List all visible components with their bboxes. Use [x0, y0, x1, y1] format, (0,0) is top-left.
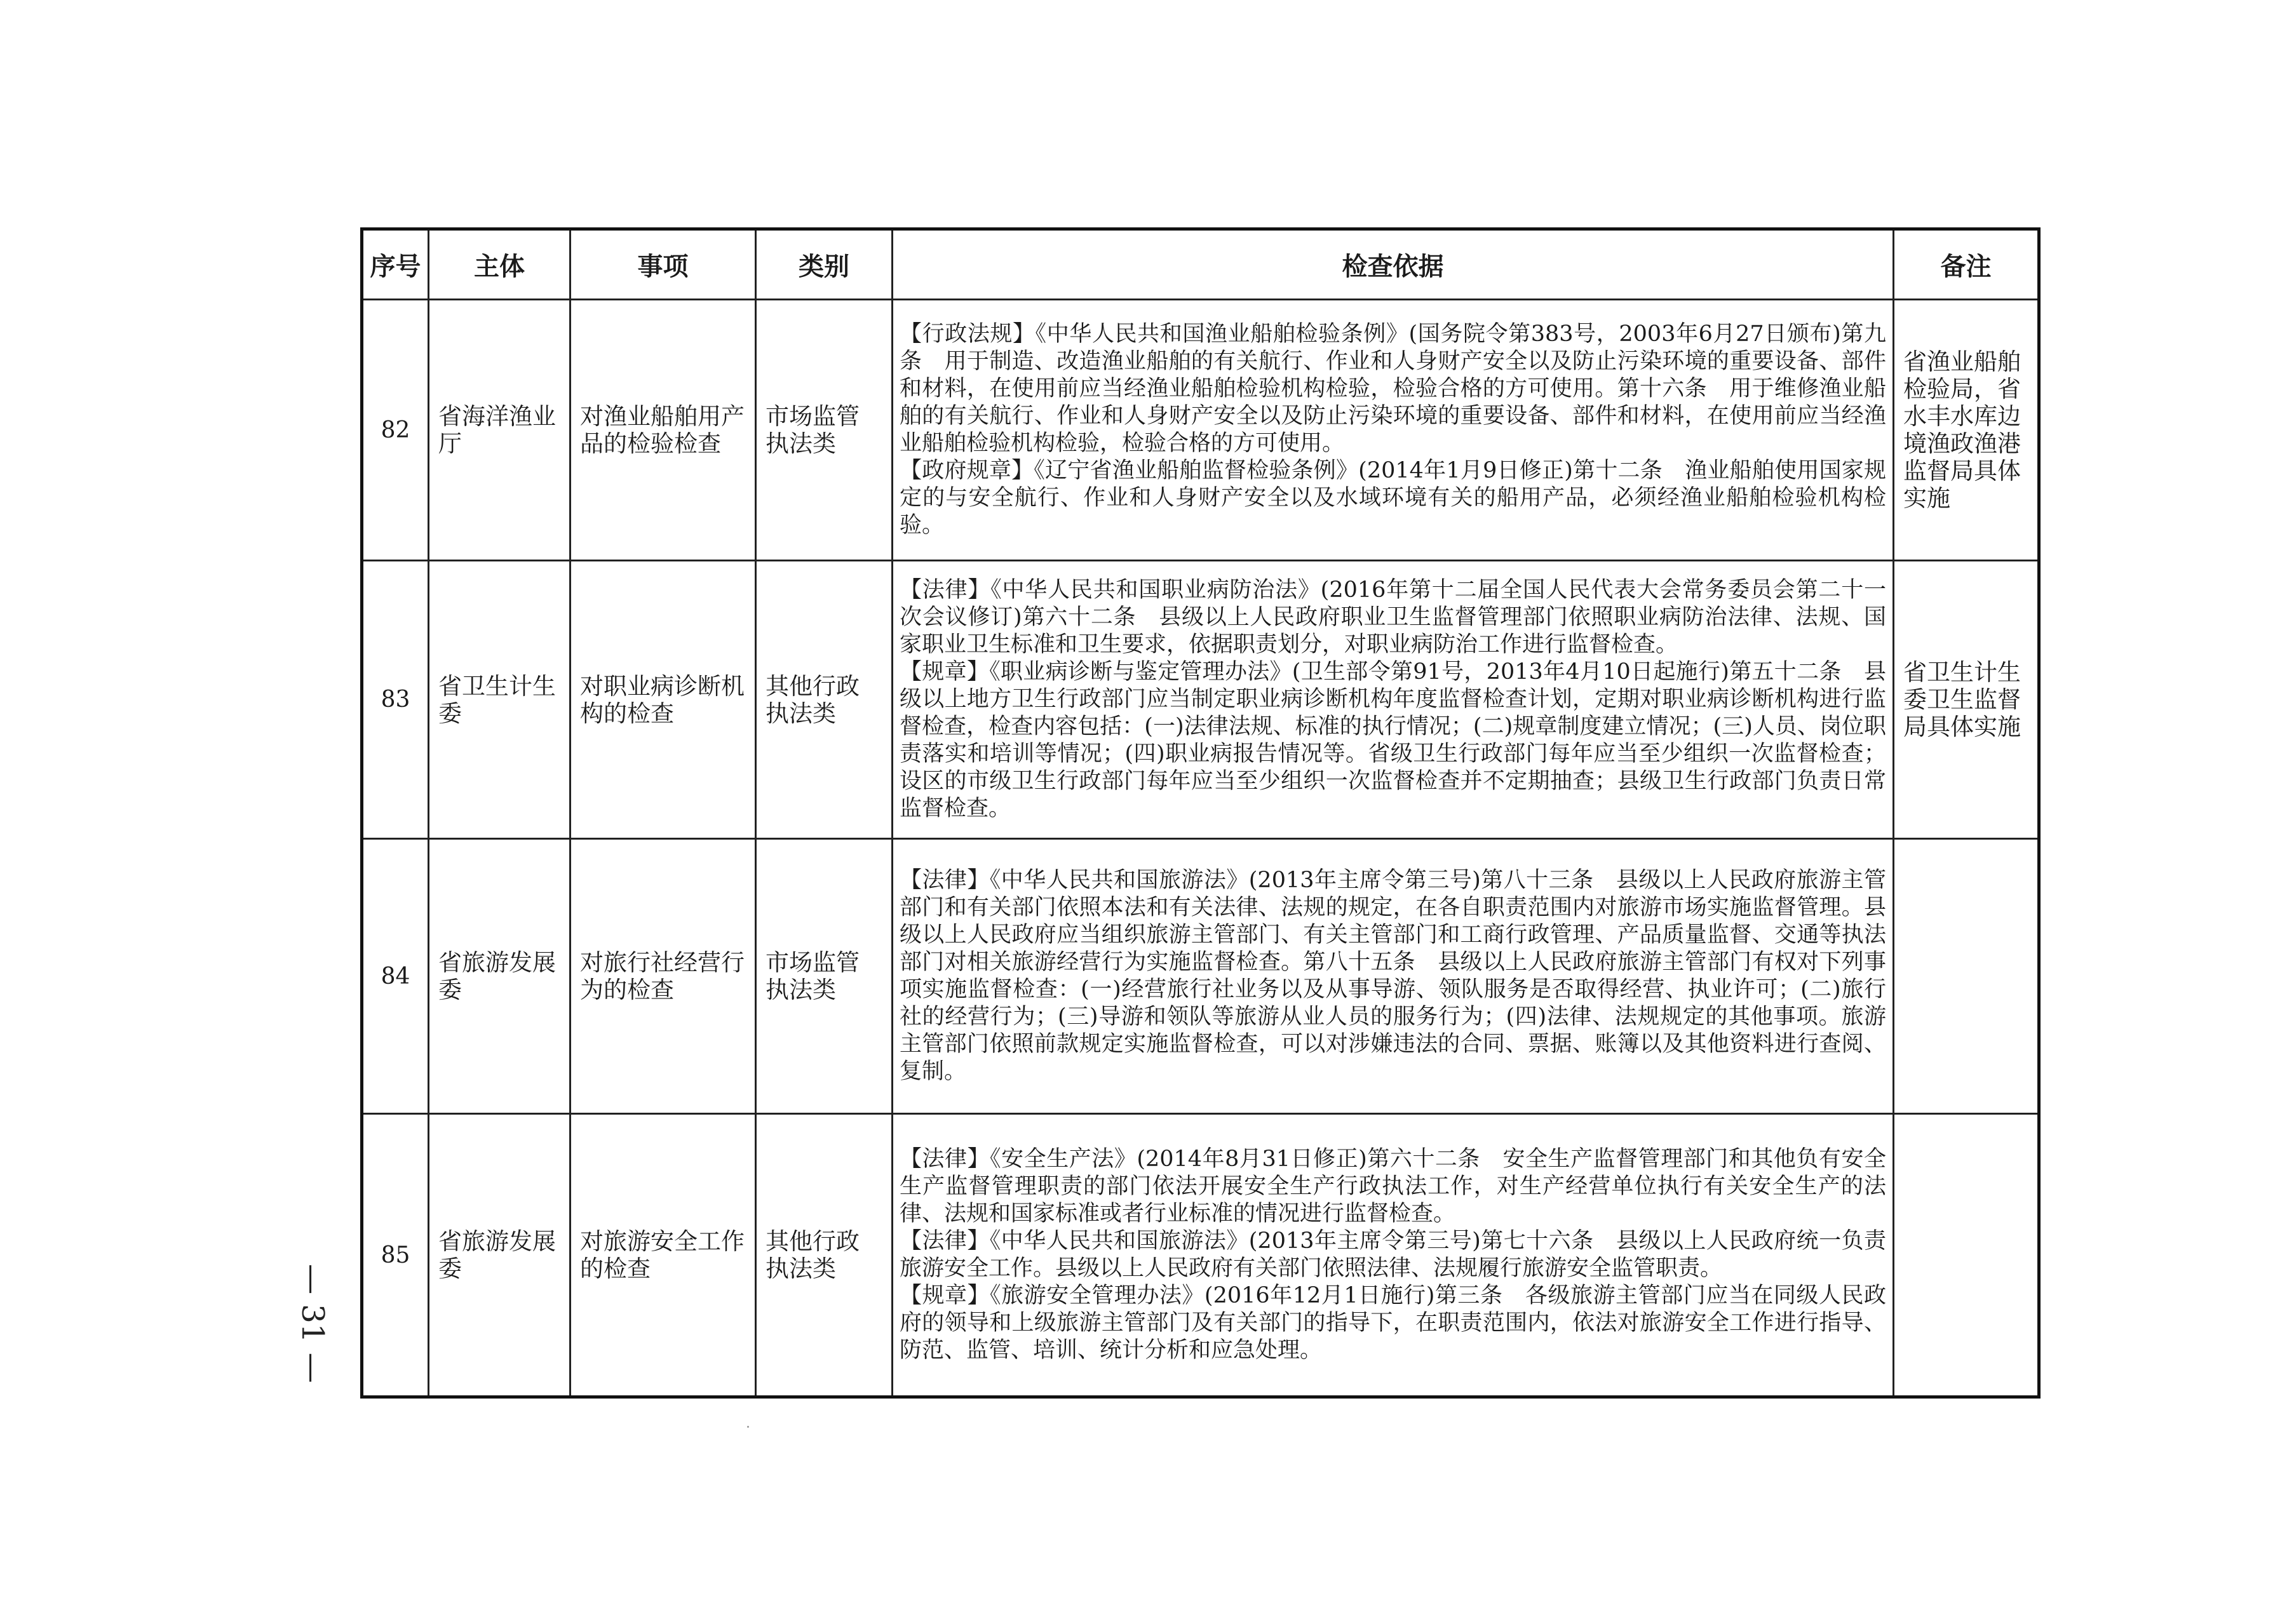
page-number: — 31 —	[295, 1264, 330, 1383]
table-row	[362, 300, 2039, 561]
row-subject: 省海洋渔业厅	[429, 300, 570, 561]
row-note: 省卫生计生委卫生监督局具体实施	[1894, 561, 2039, 839]
table-row	[362, 1114, 2039, 1397]
header-subject: 主体	[429, 229, 570, 300]
table-header-row	[362, 229, 2039, 300]
scan-speck	[747, 1426, 749, 1428]
row-index: 82	[362, 300, 429, 561]
row-note	[1894, 1114, 2039, 1397]
row-category: 其他行政执法类	[756, 561, 893, 839]
row-item: 对渔业船舶用产品的检验检查	[570, 300, 756, 561]
row-category: 其他行政执法类	[756, 1114, 893, 1397]
header-note: 备注	[1894, 229, 2039, 300]
table-row	[362, 561, 2039, 839]
row-item: 对旅行社经营行为的检查	[570, 839, 756, 1114]
row-category: 市场监管执法类	[756, 300, 893, 561]
row-subject: 省卫生计生委	[429, 561, 570, 839]
row-index: 85	[362, 1114, 429, 1397]
basis-paragraph: 【法律】《中华人民共和国旅游法》(2013年主席令第三号)第八十三条 县级以上人民政府旅游主管部门和有关部门依照本法和有关法律、法规的规定，在各自职责范围内对旅游市场实施监督管理。县级以上人民政府应当组织旅游主管部门、有关主管部门和工商行政管理、产品质量监督、交通等执法部门对相关旅游经营行为实施监督检查。第八十五条 县级以上人民政府旅游主管部门有权对下列事项实施监督检查：(一)经营旅行社业务以及从事导游、领队服务是否取得经营、执业许可；(二)旅行社的经营行为；(三)导游和领队等旅游从业人员的服务行为；(四)法律、法规规定的其他事项。旅游主管部门依照前款规定实施监督检查，可以对涉嫌违法的合同、票据、账簿以及其他资料进行查阅、复制。	[900, 868, 1886, 1084]
basis-paragraph: 【规章】《职业病诊断与鉴定管理办法》(卫生部令第91号，2013年4月10日起施行)第五十二条 县级以上地方卫生行政部门应当制定职业病诊断机构年度监督检查计划，定期对职业病诊断机构进行监督检查，检查内容包括：(一)法律法规、标准的执行情况；(二)规章制度建立情况；(三)人员、岗位职责落实和培训等情况；(四)职业病报告情况等。省级卫生行政部门每年应当至少组织一次监督检查；设区的市级卫生行政部门每年应当至少组织一次监督检查并不定期抽查；县级卫生行政部门负责日常监督检查。	[900, 659, 1886, 821]
header-index: 序号	[362, 229, 429, 300]
row-category: 市场监管执法类	[756, 839, 893, 1114]
basis-paragraph: 【政府规章】《辽宁省渔业船舶监督检验条例》(2014年1月9日修正)第十二条 渔业船舶使用国家规定的与安全航行、作业和人身财产安全以及水域环境有关的船用产品，必须经渔业船舶检验机构检验。	[900, 458, 1886, 538]
header-basis: 检查依据	[893, 229, 1894, 300]
row-item: 对职业病诊断机构的检查	[570, 561, 756, 839]
row-basis	[893, 561, 1894, 839]
row-item: 对旅游安全工作的检查	[570, 1114, 756, 1397]
header-category: 类别	[756, 229, 893, 300]
basis-paragraph: 【法律】《中华人民共和国职业病防治法》(2016年第十二届全国人民代表大会常务委员会第二十一次会议修订)第六十二条 县级以上人民政府职业卫生监督管理部门依照职业病防治法律、法规、国家职业卫生标准和卫生要求，依据职责划分，对职业病防治工作进行监督检查。	[900, 577, 1886, 657]
row-subject: 省旅游发展委	[429, 839, 570, 1114]
row-index: 84	[362, 839, 429, 1114]
row-index: 83	[362, 561, 429, 839]
inspection-table	[360, 227, 2041, 1399]
row-note: 省渔业船舶检验局，省水丰水库边境渔政渔港监督局具体实施	[1894, 300, 2039, 561]
header-item: 事项	[570, 229, 756, 300]
row-note	[1894, 839, 2039, 1114]
basis-paragraph: 【行政法规】《中华人民共和国渔业船舶检验条例》(国务院令第383号，2003年6月27日颁布)第九条 用于制造、改造渔业船舶的有关航行、作业和人身财产安全以及防止污染环境的重要设备、部件和材料，在使用前应当经渔业船舶检验机构检验，检验合格的方可使用。第十六条 用于维修渔业船舶的有关航行、作业和人身财产安全以及防止污染环境的重要设备、部件和材料，在使用前应当经渔业船舶检验机构检验，检验合格的方可使用。	[900, 321, 1886, 456]
row-subject: 省旅游发展委	[429, 1114, 570, 1397]
table-row	[362, 839, 2039, 1114]
basis-paragraph: 【规章】《旅游安全管理办法》(2016年12月1日施行)第三条 各级旅游主管部门应当在同级人民政府的领导和上级旅游主管部门及有关部门的指导下，在职责范围内，依法对旅游安全工作进行指导、防范、监管、培训、统计分析和应急处理。	[900, 1283, 1886, 1363]
row-basis	[893, 1114, 1894, 1397]
row-basis	[893, 300, 1894, 561]
basis-paragraph: 【法律】《中华人民共和国旅游法》(2013年主席令第三号)第七十六条 县级以上人民政府统一负责旅游安全工作。县级以上人民政府有关部门依照法律、法规履行旅游安全监管职责。	[900, 1228, 1886, 1281]
row-basis	[893, 839, 1894, 1114]
basis-paragraph: 【法律】《安全生产法》(2014年8月31日修正)第六十二条 安全生产监督管理部门和其他负有安全生产监督管理职责的部门依法开展安全生产行政执法工作，对生产经营单位执行有关安全生产的法律、法规和国家标准或者行业标准的情况进行监督检查。	[900, 1146, 1886, 1226]
